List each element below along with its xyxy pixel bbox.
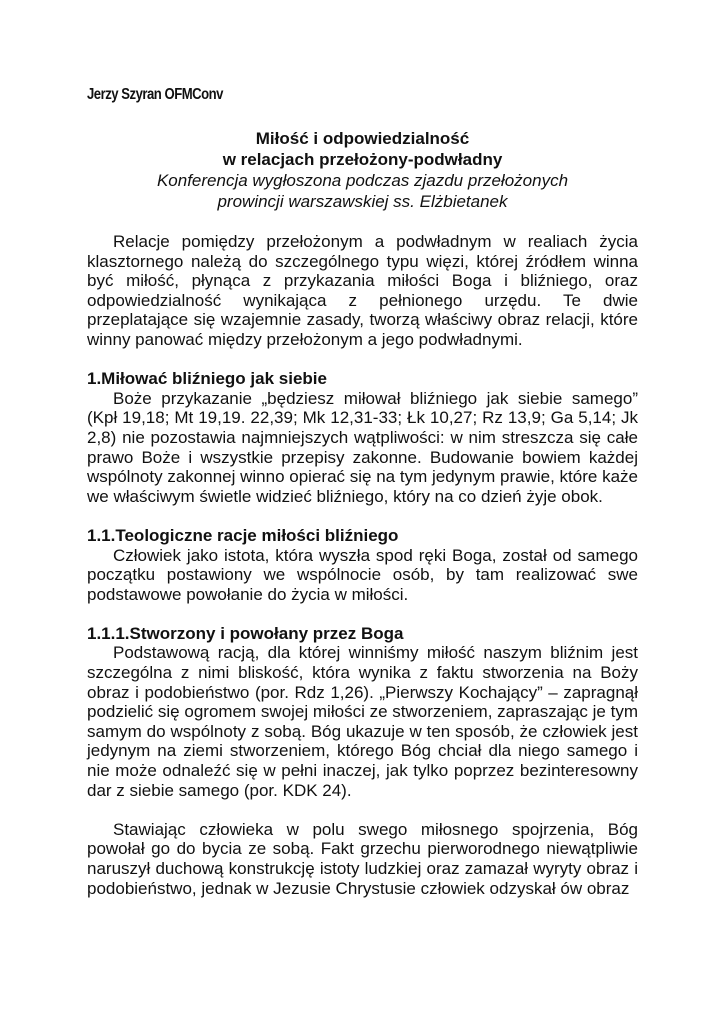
document-body xyxy=(87,232,638,898)
section-1-1-heading: 1.1.Teologiczne racje miłości bliźniego xyxy=(87,525,399,545)
author-name: Jerzy Szyran OFMConv xyxy=(87,86,223,103)
spacer xyxy=(87,800,638,820)
title-line-2: w relacjach przełożony-podwładny xyxy=(222,150,503,169)
section-1-paragraph: Boże przykazanie „będziesz miłował bliźniego jak siebie samego” (Kpł 19,18; Mt 19,19. 22,39; Mk 12,31-33; Łk 10,27; Rz 13,9; Ga 5,14; Jk 2,8) nie pozostawia najmniejszych wątpliwości: w nim streszcza się całe prawo Boże i wszystkie przepisy zakonne. Budowanie bowiem każdej wspólnoty zakonnej winno opierać się na tym jedynym prawie, które każe we właściwym świetle widzieć bliźniego, który na co dzień żyje obok. xyxy=(87,388,638,506)
section-1-heading: 1.Miłować bliźniego jak siebie xyxy=(87,369,327,389)
title-line-1: Miłość i odpowiedzialność xyxy=(255,129,470,148)
section-1-1-1-paragraph-2: Stawiając człowieka w polu swego miłosnego spojrzenia, Bóg powołał go do bycia ze sobą. Fakt grzechu pierworodnego niewątpliwie naruszył duchową konstrukcję istoty ludzkiej oraz zamazał wyryty obraz i podobieństwo, jednak w Jezusie Chrystusie człowiek odzyskał ów obraz xyxy=(87,819,638,898)
subtitle-line-1: Konferencja wygłoszona podczas zjazdu przełożonych xyxy=(156,171,569,190)
title-block xyxy=(87,128,638,212)
spacer xyxy=(87,350,638,370)
subtitle-line-2: prowincji warszawskiej ss. Elżbietanek xyxy=(217,192,508,211)
spacer xyxy=(87,506,638,526)
section-1-1-1-paragraph-1: Podstawową racją, dla której winniśmy miłość naszym bliźnim jest szczególna z nimi bliskość, która wynika z faktu stworzenia na Boży obraz i podobieństwo (por. Rdz 1,26). „Pierwszy Kochający” – zapragnął podzielić się ogromem swojej miłości ze stworzeniem, zapraszając je tym samym do wspólnoty z sobą. Bóg ukazuje w ten sposób, że człowiek jest jedynym na ziemi stworzeniem, którego Bóg chciał dla niego samego i nie może odnaleźć się w pełni inaczej, jak tylko poprzez bezinteresowny dar z siebie samego (por. KDK 24). xyxy=(87,643,638,800)
section-1-1-1-heading: 1.1.1.Stworzony i powołany przez Boga xyxy=(87,623,404,643)
spacer xyxy=(87,604,638,624)
section-1-1-paragraph: Człowiek jako istota, która wyszła spod ręki Boga, został od samego początku postawiony we wspólnocie osób, by tam realizować swe podstawowe powołanie do życia w miłości. xyxy=(87,545,638,604)
intro-paragraph: Relacje pomiędzy przełożonym a podwładnym w realiach życia klasztornego należą do szczególnego typu więzi, której źródłem winna być miłość, płynąca z przykazania miłości Boga i bliźniego, oraz odpowiedzialność wynikająca z pełnionego urzędu. Te dwie przeplatające się wzajemnie zasady, tworzą właściwy obraz relacji, które winny panować między przełożonym a jego podwładnymi. xyxy=(87,232,638,349)
